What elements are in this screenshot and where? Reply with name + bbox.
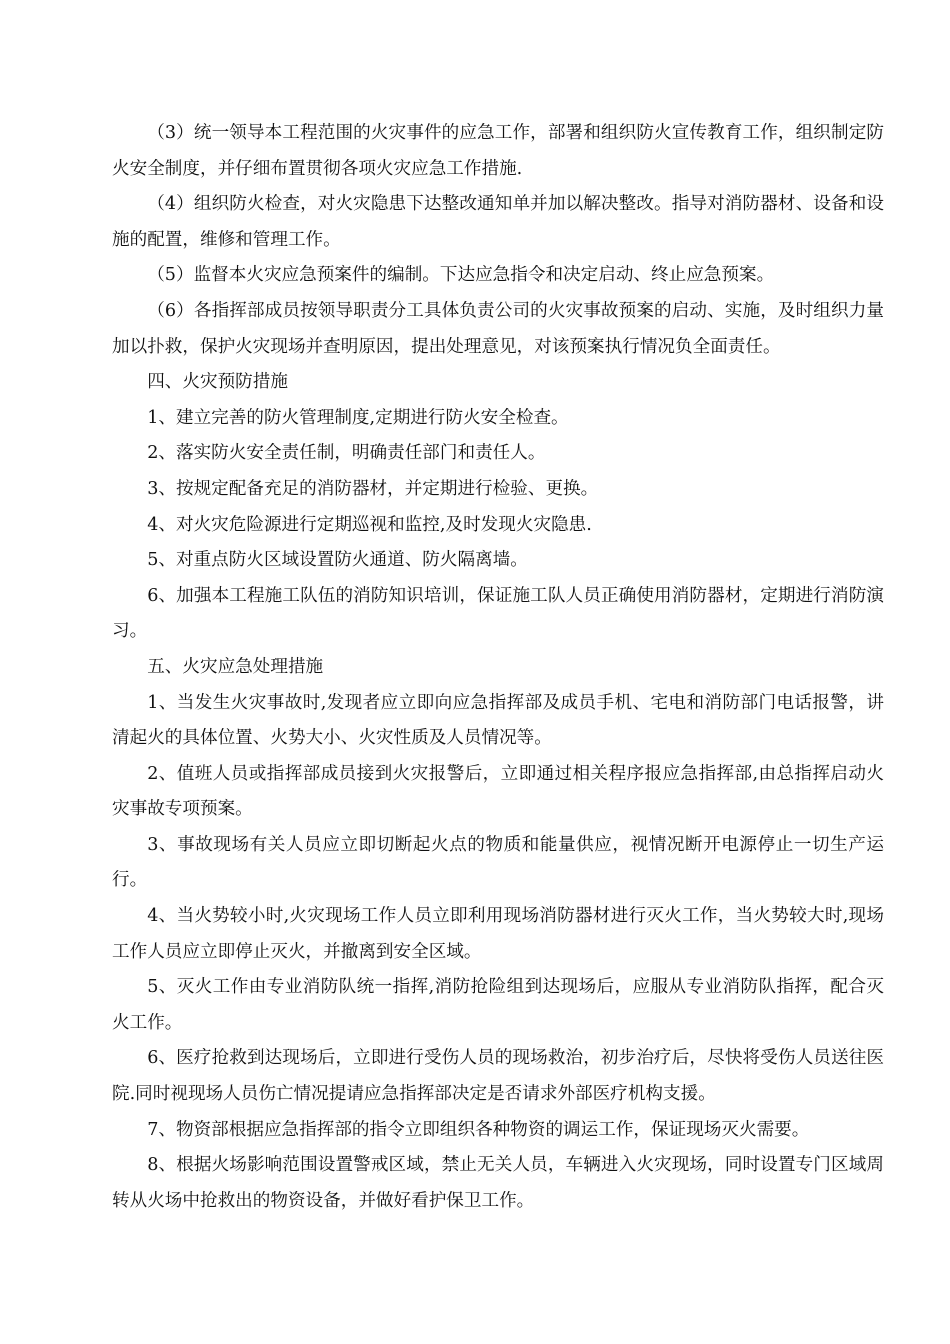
prevention-item-6: 6、加强本工程施工队伍的消防知识培训，保证施工队人员正确使用消防器材，定期进行消防演习。 xyxy=(112,585,884,642)
prevention-item-1: 1、建立完善的防火管理制度,定期进行防火安全检查。 xyxy=(147,407,569,428)
paragraph-5: （5）监督本火灾应急预案件的编制。下达应急指令和决定启动、终止应急预案。 xyxy=(147,265,775,286)
emergency-item-6: 6、医疗抢救到达现场后，立即进行受伤人员的现场救治，初步治疗后，尽快将受伤人员送往医院.同时视现场人员伤亡情况提请应急指挥部决定是否请求外部医疗机构支援。 xyxy=(112,1048,884,1105)
prevention-item-2: 2、落实防火安全责任制，明确责任部门和责任人。 xyxy=(147,443,546,464)
paragraph-6: （6）各指挥部成员按领导职责分工具体负责公司的火灾事故预案的启动、实施，及时组织力量加以扑救，保护火灾现场并查明原因，提出处理意见，对该预案执行情况负全面责任。 xyxy=(112,300,884,357)
emergency-item-1: 1、当发生火灾事故时,发现者应立即向应急指挥部及成员手机、宅电和消防部门电话报警，讲清起火的具体位置、火势大小、火灾性质及人员情况等。 xyxy=(112,692,884,749)
prevention-item-5: 5、对重点防火区域设置防火通道、防火隔离墙。 xyxy=(147,550,528,571)
prevention-item-3: 3、按规定配备充足的消防器材，并定期进行检验、更换。 xyxy=(147,478,599,499)
emergency-item-5: 5、灭火工作由专业消防队统一指挥,消防抢险组到达现场后，应服从专业消防队指挥，配合灭火工作。 xyxy=(112,977,884,1033)
emergency-item-8: 8、根据火场影响范围设置警戒区域，禁止无关人员，车辆进入火灾现场，同时设置专门区域周转从火场中抢救出的物资设备，并做好看护保卫工作。 xyxy=(112,1155,884,1211)
paragraph-4: （4）组织防火检查，对火灾隐患下达整改通知单并加以解决整改。指导对消防器材、设备和设施的配置，维修和管理工作。 xyxy=(112,194,884,250)
emergency-item-2: 2、值班人员或指挥部成员接到火灾报警后，立即通过相关程序报应急指挥部,由总指挥启动火灾事故专项预案。 xyxy=(112,763,884,820)
section-heading-emergency-handling: 五、火灾应急处理措施 xyxy=(147,656,324,677)
section-heading-fire-prevention: 四、火灾预防措施 xyxy=(147,372,288,393)
emergency-item-4: 4、当火势较小时,火灾现场工作人员立即利用现场消防器材进行灭火工作，当火势较大时,现场工作人员应立即停止灭火，并撤离到安全区域。 xyxy=(112,906,884,962)
paragraph-3: （3）统一领导本工程范围的火灾事件的应急工作，部署和组织防火宣传教育工作，组织制定防火安全制度，并仔细布置贯彻各项火灾应急工作措施. xyxy=(112,123,884,179)
emergency-item-3: 3、事故现场有关人员应立即切断起火点的物质和能量供应，视情况断开电源停止一切生产运行。 xyxy=(112,834,884,891)
emergency-item-7: 7、物资部根据应急指挥部的指令立即组织各种物资的调运工作，保证现场灭火需要。 xyxy=(147,1119,810,1140)
prevention-item-4: 4、对火灾危险源进行定期巡视和监控,及时发现火灾隐患. xyxy=(147,514,592,535)
document-body xyxy=(112,116,884,1219)
